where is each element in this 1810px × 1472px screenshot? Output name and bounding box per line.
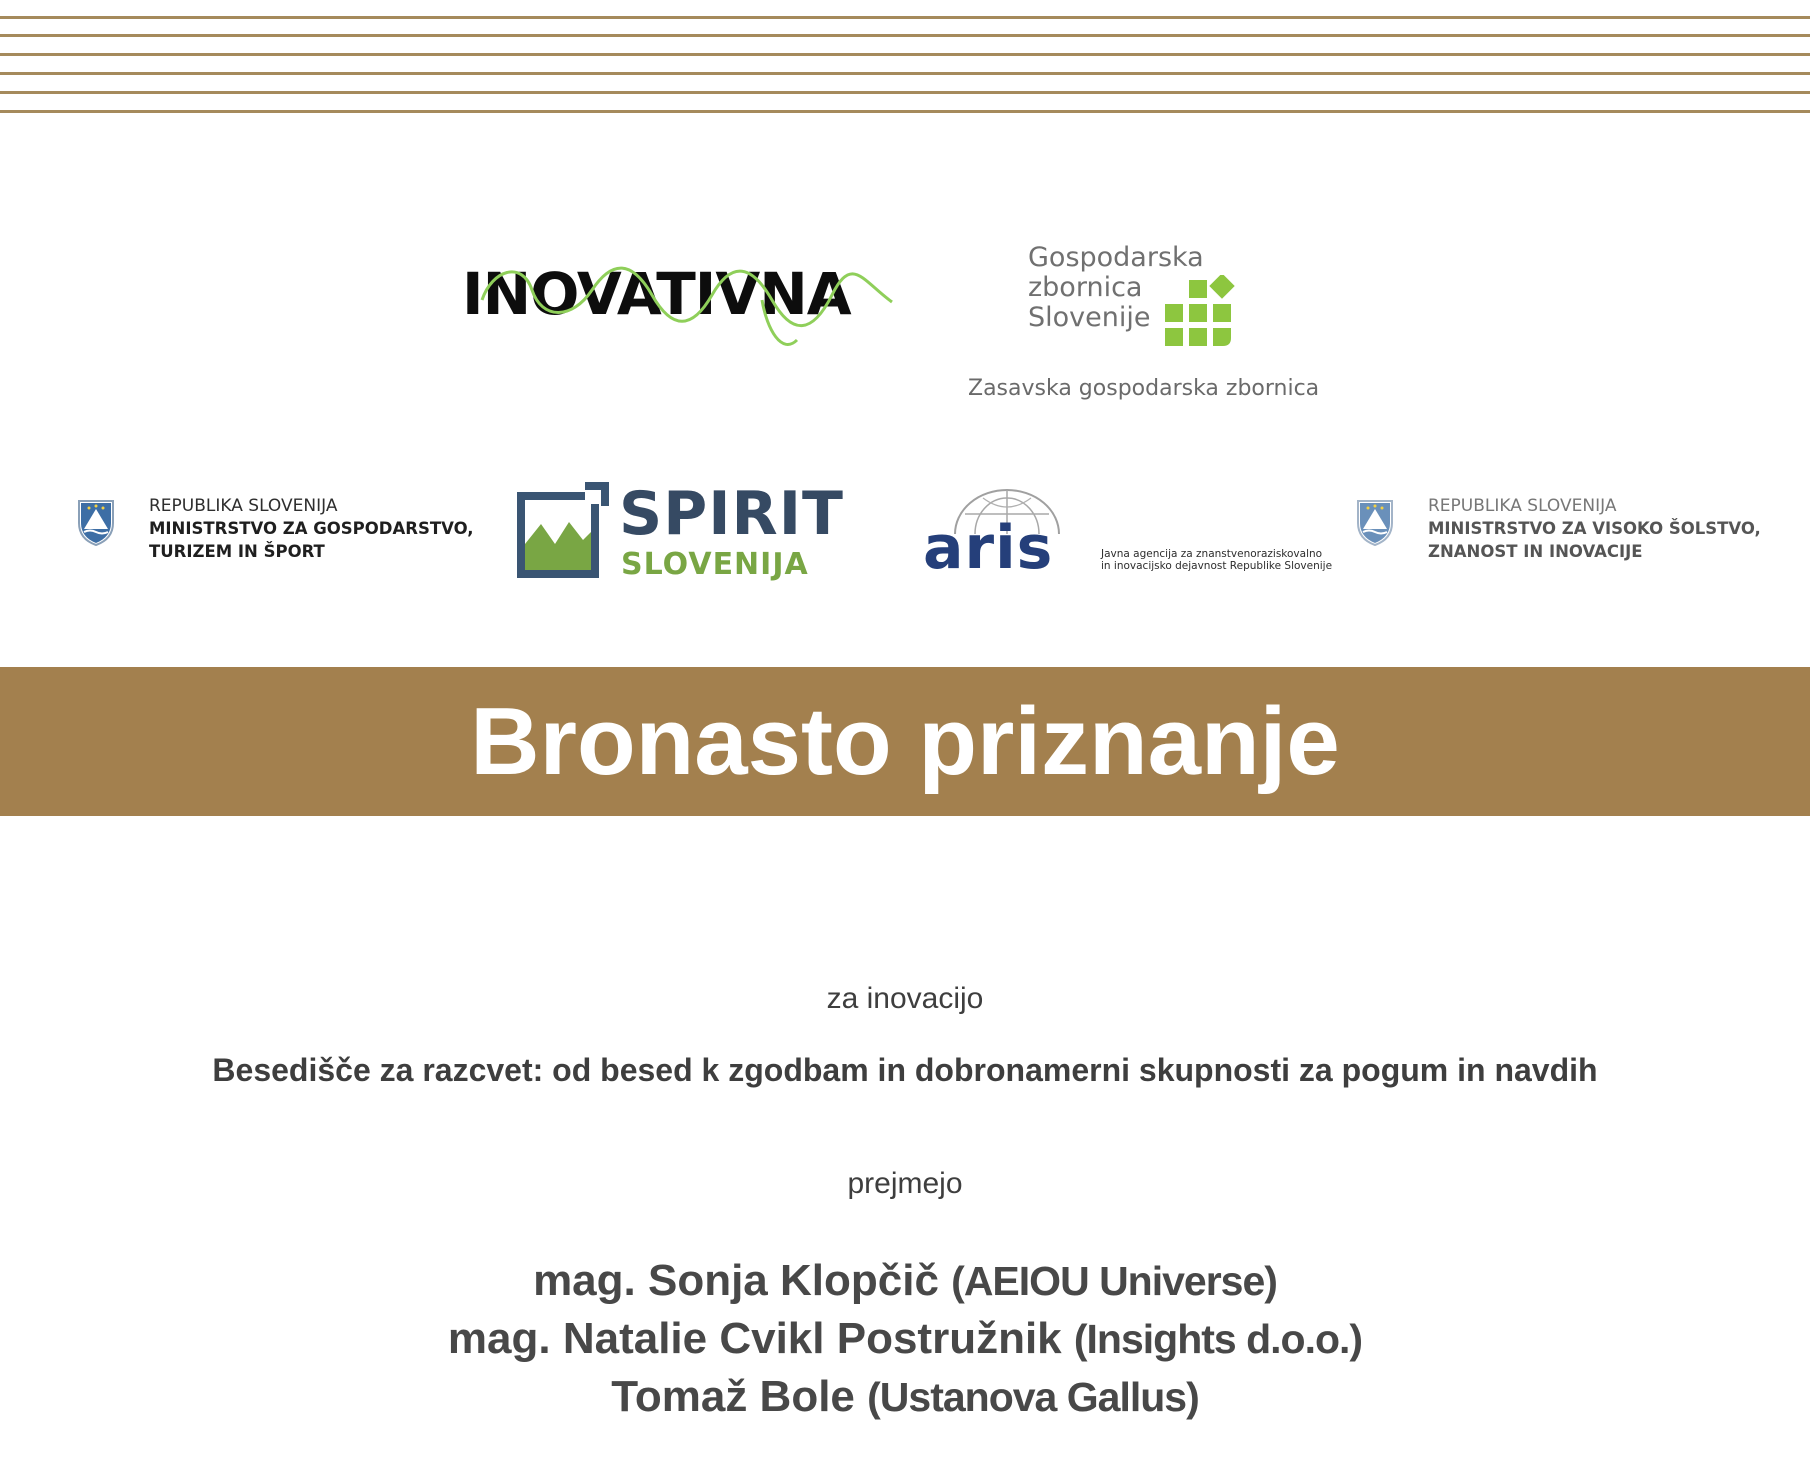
- stripe-line: [0, 72, 1810, 75]
- recipient-name: mag. Sonja Klopčič: [533, 1256, 939, 1305]
- spirit-subtitle: SLOVENIJA: [621, 547, 809, 582]
- aris-description: [1101, 548, 1332, 572]
- stripe-line: [0, 110, 1810, 113]
- gzs-name-line: Gospodarska: [1028, 242, 1204, 273]
- spirit-wordmark: SPIRIT: [619, 479, 844, 549]
- ministry-country: REPUBLIKA SLOVENIJA: [149, 496, 338, 516]
- gzs-name-line: zbornica: [1028, 272, 1143, 303]
- recipient-name: Tomaž Bole: [611, 1372, 855, 1421]
- decorative-stripes: [0, 12, 1810, 122]
- spirit-chart-icon: [515, 482, 615, 582]
- gzs-logo: [1025, 240, 1265, 360]
- ministry-economy-logo: [77, 496, 477, 576]
- aris-description-line: in inovacijsko dejavnost Republike Slovenije: [1101, 560, 1333, 572]
- gzs-grid-icon: [1159, 275, 1249, 360]
- inovativna-slovenija-logo: [462, 240, 902, 360]
- aris-logo: [923, 484, 1343, 584]
- inovativna-wordmark: INOVATIVNA: [462, 260, 851, 328]
- stripe-line: [0, 16, 1810, 19]
- slovenija-script-mark: [462, 240, 902, 360]
- slovenia-crest-icon: [77, 499, 115, 547]
- aris-wordmark: aris: [923, 513, 1054, 583]
- recipient-organization: (Insights d.o.o.): [1073, 1316, 1363, 1362]
- stripe-line: [0, 91, 1810, 94]
- ministry-name-line: TURIZEM IN ŠPORT: [149, 542, 325, 561]
- for-innovation-label: za inovacijo: [826, 982, 984, 1015]
- stripe-line: [0, 53, 1810, 56]
- recipients-list: [0, 1252, 1810, 1426]
- recipient-name: mag. Natalie Cvikl Postružnik: [447, 1314, 1062, 1363]
- spirit-slovenija-logo: [515, 480, 845, 586]
- aris-description-line: Javna agencija za znanstvenoraziskovalno: [1101, 548, 1323, 560]
- recipient-organization: (Ustanova Gallus): [867, 1374, 1199, 1420]
- award-banner: [0, 667, 1810, 816]
- slovenia-crest-icon: [1356, 499, 1394, 547]
- ministry-science-logo: [1356, 496, 1786, 576]
- recipient-organization: (AEIOU Universe): [951, 1258, 1277, 1304]
- stripe-line: [0, 34, 1810, 37]
- ministry-name-line: MINISTRSTVO ZA VISOKO ŠOLSTVO,: [1428, 519, 1761, 538]
- receive-label: prejmejo: [847, 1167, 963, 1200]
- ministry-name-line: ZNANOST IN INOVACIJE: [1428, 542, 1643, 561]
- award-title: Bronasto priznanje: [470, 688, 1340, 795]
- recipient: [0, 1310, 1810, 1368]
- ministry-country: REPUBLIKA SLOVENIJA: [1428, 496, 1617, 516]
- gzs-name-line: Slovenije: [1028, 302, 1151, 333]
- recipient: [0, 1368, 1810, 1426]
- recipient: [0, 1252, 1810, 1310]
- gzs-subtitle: Zasavska gospodarska zbornica: [968, 376, 1320, 401]
- ministry-name-line: MINISTRSTVO ZA GOSPODARSTVO,: [149, 519, 474, 538]
- innovation-title: Besedišče za razcvet: od besed k zgodbam in dobronamerni skupnosti za pogum in navdih: [212, 1052, 1598, 1088]
